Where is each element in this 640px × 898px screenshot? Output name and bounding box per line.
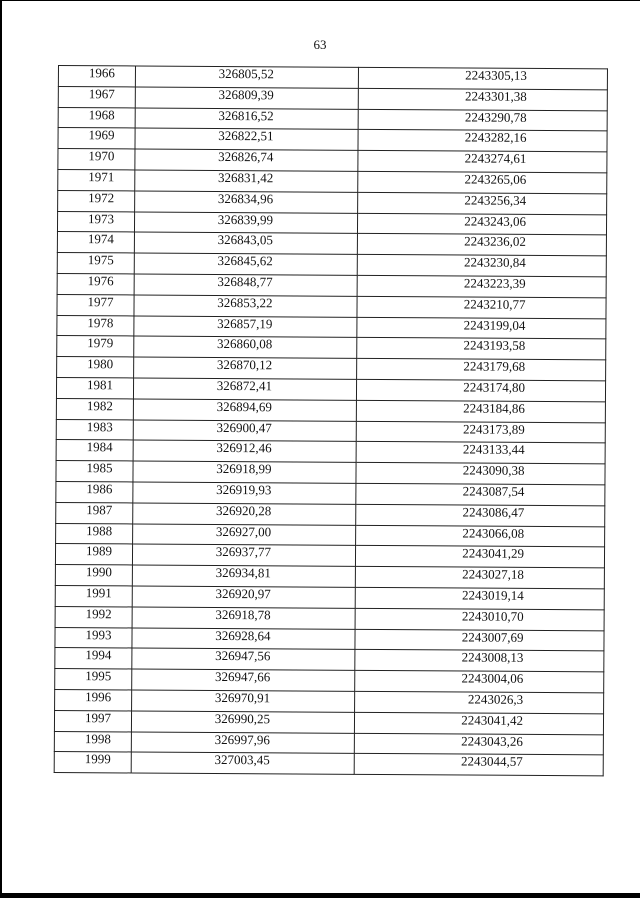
y-coordinate-cell: 2243236,02 bbox=[357, 234, 606, 256]
year-cell: 1979 bbox=[57, 336, 134, 357]
year-cell: 1976 bbox=[57, 273, 134, 294]
y-coordinate-cell: 2243008,13 bbox=[355, 650, 604, 672]
x-coordinate-cell: 326937,77 bbox=[132, 544, 355, 566]
y-coordinate-cell: 2243256,34 bbox=[358, 192, 607, 214]
y-coordinate-cell: 2243044,57 bbox=[354, 754, 603, 776]
x-coordinate-cell: 326920,28 bbox=[133, 503, 356, 525]
y-coordinate-cell: 2243041,42 bbox=[354, 712, 603, 734]
year-cell: 1989 bbox=[55, 544, 132, 565]
x-coordinate-cell: 326816,52 bbox=[135, 108, 358, 130]
x-coordinate-cell: 326990,25 bbox=[131, 711, 354, 733]
y-coordinate-cell: 2243184,86 bbox=[356, 400, 605, 422]
y-coordinate-cell: 2243174,80 bbox=[356, 379, 605, 401]
year-cell: 1980 bbox=[57, 357, 134, 378]
x-coordinate-cell: 326839,99 bbox=[134, 212, 357, 234]
x-coordinate-cell: 326857,19 bbox=[134, 316, 357, 338]
year-cell: 1973 bbox=[57, 211, 134, 232]
year-cell: 1971 bbox=[58, 169, 135, 190]
year-cell: 1968 bbox=[58, 107, 135, 128]
coordinate-table bbox=[54, 65, 608, 776]
year-cell: 1991 bbox=[55, 585, 132, 606]
x-coordinate-cell: 326822,51 bbox=[135, 128, 358, 150]
y-coordinate-cell: 2243265,06 bbox=[358, 171, 607, 193]
year-cell: 1999 bbox=[54, 752, 131, 773]
x-coordinate-cell: 326860,08 bbox=[134, 336, 357, 358]
y-coordinate-cell: 2243210,77 bbox=[357, 296, 606, 318]
x-coordinate-cell: 326853,22 bbox=[134, 295, 357, 317]
year-cell: 1984 bbox=[56, 440, 133, 461]
x-coordinate-cell: 326997,96 bbox=[131, 731, 354, 753]
y-coordinate-cell: 2243243,06 bbox=[357, 213, 606, 235]
year-cell: 1972 bbox=[58, 190, 135, 211]
year-cell: 1975 bbox=[57, 253, 134, 274]
x-coordinate-cell: 326918,78 bbox=[132, 607, 355, 629]
page-number: 63 bbox=[313, 37, 327, 52]
y-coordinate-cell: 2243066,08 bbox=[356, 525, 605, 547]
year-cell: 1998 bbox=[54, 731, 131, 752]
y-coordinate-cell: 2243041,29 bbox=[355, 546, 604, 568]
x-coordinate-cell: 327003,45 bbox=[131, 752, 354, 774]
y-coordinate-cell: 2243199,04 bbox=[357, 317, 606, 339]
x-coordinate-cell: 326919,93 bbox=[133, 482, 356, 504]
year-cell: 1985 bbox=[56, 461, 133, 482]
year-cell: 1997 bbox=[54, 710, 131, 731]
x-coordinate-cell: 326870,12 bbox=[134, 357, 357, 379]
year-cell: 1993 bbox=[55, 627, 132, 648]
y-coordinate-cell: 2243133,44 bbox=[356, 442, 605, 464]
x-coordinate-cell: 326947,56 bbox=[132, 648, 355, 670]
x-coordinate-cell: 326834,96 bbox=[135, 191, 358, 213]
x-coordinate-cell: 326894,69 bbox=[133, 399, 356, 421]
x-coordinate-cell: 326920,97 bbox=[132, 586, 355, 608]
year-cell: 1978 bbox=[57, 315, 134, 336]
year-cell: 1970 bbox=[58, 149, 135, 170]
y-coordinate-cell: 2243274,61 bbox=[358, 151, 607, 173]
x-coordinate-cell: 326900,47 bbox=[133, 420, 356, 442]
y-coordinate-cell: 2243301,38 bbox=[358, 88, 607, 110]
year-cell: 1966 bbox=[58, 66, 135, 87]
y-coordinate-cell: 2243086,47 bbox=[356, 504, 605, 526]
y-coordinate-cell: 2243090,38 bbox=[356, 462, 605, 484]
y-coordinate-cell: 2243019,14 bbox=[355, 587, 604, 609]
year-cell: 1990 bbox=[55, 565, 132, 586]
x-coordinate-cell: 326934,81 bbox=[132, 565, 355, 587]
year-cell: 1986 bbox=[56, 481, 133, 502]
year-cell: 1988 bbox=[56, 523, 133, 544]
year-cell: 1977 bbox=[57, 294, 134, 315]
x-coordinate-cell: 326809,39 bbox=[135, 87, 358, 109]
y-coordinate-cell: 2243087,54 bbox=[356, 483, 605, 505]
y-coordinate-cell: 2243290,78 bbox=[358, 109, 607, 131]
year-cell: 1995 bbox=[55, 669, 132, 690]
year-cell: 1987 bbox=[56, 502, 133, 523]
y-coordinate-cell: 2243027,18 bbox=[355, 566, 604, 588]
x-coordinate-cell: 326970,91 bbox=[132, 690, 355, 712]
y-coordinate-cell: 2243230,84 bbox=[357, 255, 606, 277]
x-coordinate-cell: 326928,64 bbox=[132, 627, 355, 649]
x-coordinate-cell: 326927,00 bbox=[133, 523, 356, 545]
year-cell: 1981 bbox=[56, 377, 133, 398]
y-coordinate-cell: 2243193,58 bbox=[357, 338, 606, 360]
y-coordinate-cell: 2243026,3 bbox=[355, 691, 604, 713]
table-row bbox=[54, 752, 603, 776]
x-coordinate-cell: 326805,52 bbox=[135, 66, 358, 88]
y-coordinate-cell: 2243173,89 bbox=[356, 421, 605, 443]
x-coordinate-cell: 326947,66 bbox=[132, 669, 355, 691]
year-cell: 1996 bbox=[55, 689, 132, 710]
year-cell: 1992 bbox=[55, 606, 132, 627]
year-cell: 1967 bbox=[58, 86, 135, 107]
y-coordinate-cell: 2243223,39 bbox=[357, 275, 606, 297]
x-coordinate-cell: 326831,42 bbox=[135, 170, 358, 192]
y-coordinate-cell: 2243004,06 bbox=[355, 670, 604, 692]
x-coordinate-cell: 326845,62 bbox=[134, 253, 357, 275]
x-coordinate-cell: 326848,77 bbox=[134, 274, 357, 296]
year-cell: 1982 bbox=[56, 398, 133, 419]
year-cell: 1974 bbox=[57, 232, 134, 253]
y-coordinate-cell: 2243010,70 bbox=[355, 608, 604, 630]
year-cell: 1994 bbox=[55, 648, 132, 669]
x-coordinate-cell: 326912,46 bbox=[133, 440, 356, 462]
y-coordinate-cell: 2243007,69 bbox=[355, 629, 604, 651]
y-coordinate-cell: 2243179,68 bbox=[357, 358, 606, 380]
x-coordinate-cell: 326826,74 bbox=[135, 149, 358, 171]
x-coordinate-cell: 326843,05 bbox=[134, 232, 357, 254]
y-coordinate-cell: 2243305,13 bbox=[358, 67, 607, 89]
year-cell: 1983 bbox=[56, 419, 133, 440]
x-coordinate-cell: 326872,41 bbox=[133, 378, 356, 400]
x-coordinate-cell: 326918,99 bbox=[133, 461, 356, 483]
y-coordinate-cell: 2243282,16 bbox=[358, 130, 607, 152]
year-cell: 1969 bbox=[58, 128, 135, 149]
y-coordinate-cell: 2243043,26 bbox=[354, 733, 603, 755]
table-body bbox=[54, 66, 607, 776]
